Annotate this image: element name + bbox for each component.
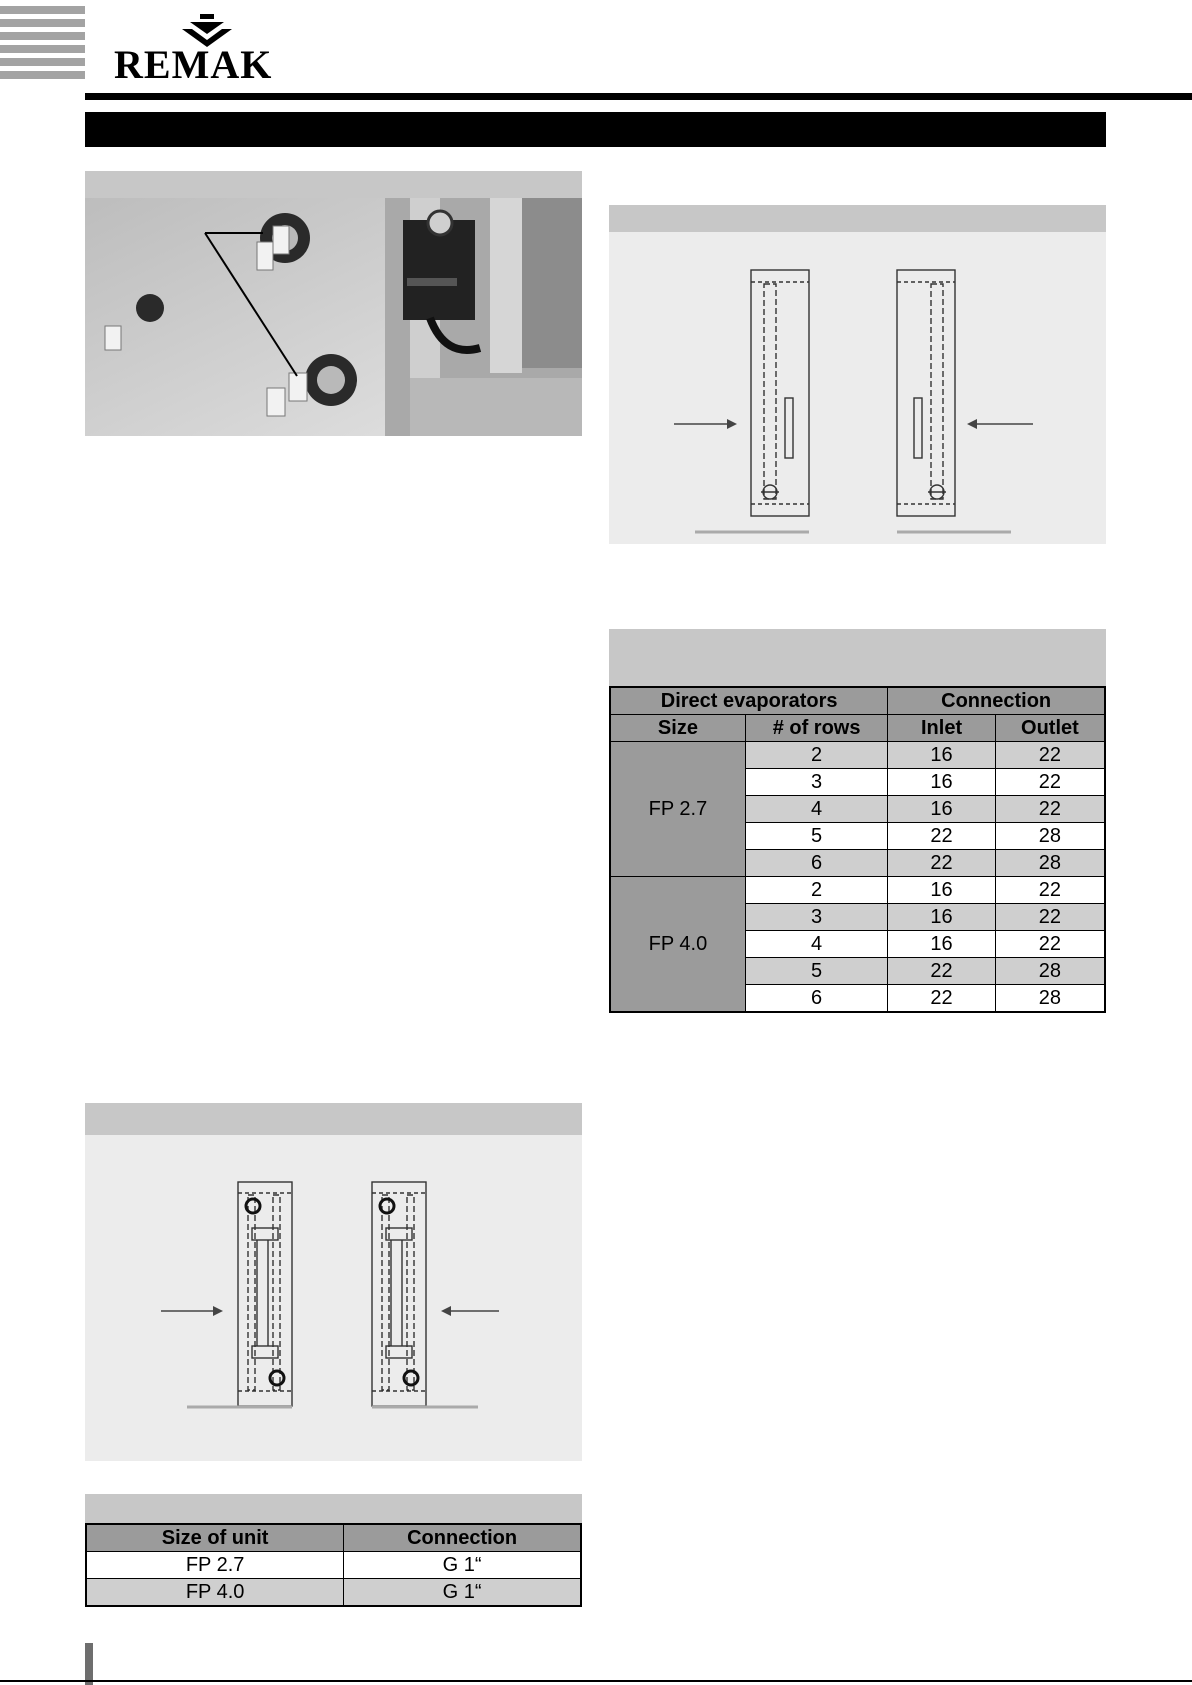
table-row (610, 877, 1105, 904)
water-coil-diagram-panel (85, 1135, 582, 1461)
evaporator-diagram-panel (609, 232, 1106, 544)
section-title-bar (85, 112, 1106, 147)
header-outlet: Outlet (995, 715, 1105, 742)
connection-cell: G 1“ (344, 1552, 581, 1579)
header-connection: Connection (888, 687, 1105, 715)
evaporator-table-caption (609, 629, 1106, 686)
evaporator-orientation-diagram (609, 232, 1106, 544)
outlet-cell: 22 (995, 769, 1105, 796)
svg-text:REMAK: REMAK (114, 42, 273, 82)
rows-cell: 6 (745, 985, 887, 1013)
footer-bar (85, 1643, 93, 1685)
footer-rule (0, 1680, 1192, 1682)
outlet-cell: 28 (995, 823, 1105, 850)
size-cell: FP 2.7 (86, 1552, 344, 1579)
water-table-caption (85, 1494, 582, 1523)
size-cell: FP 4.0 (610, 877, 745, 1013)
table-row (86, 1579, 581, 1607)
water-coil-diagram-header (85, 1103, 582, 1135)
evaporator-connection-table (609, 686, 1106, 1013)
inlet-cell: 16 (888, 742, 996, 769)
evaporator-diagram-header (609, 205, 1106, 232)
header-rule (85, 93, 1192, 100)
size-cell: FP 4.0 (86, 1579, 344, 1607)
header-direct-evaporators: Direct evaporators (610, 687, 888, 715)
outlet-cell: 28 (995, 985, 1105, 1013)
inlet-cell: 16 (888, 877, 996, 904)
header-size-of-unit: Size of unit (86, 1524, 344, 1552)
rows-cell: 2 (745, 742, 887, 769)
rows-cell: 6 (745, 850, 887, 877)
rows-cell: 3 (745, 769, 887, 796)
inlet-cell: 22 (888, 850, 996, 877)
connection-cell: G 1“ (344, 1579, 581, 1607)
rows-cell: 5 (745, 823, 887, 850)
photo-panel-header (85, 171, 582, 198)
rows-cell: 4 (745, 931, 887, 958)
size-cell: FP 2.7 (610, 742, 745, 877)
inlet-cell: 16 (888, 796, 996, 823)
water-coil-orientation-diagram (85, 1135, 582, 1461)
remak-logo (112, 14, 308, 82)
outlet-cell: 28 (995, 958, 1105, 985)
header-connection: Connection (344, 1524, 581, 1552)
table-row (610, 742, 1105, 769)
outlet-cell: 22 (995, 931, 1105, 958)
table-row (86, 1552, 581, 1579)
header-rows: # of rows (745, 715, 887, 742)
outlet-cell: 28 (995, 850, 1105, 877)
outlet-cell: 22 (995, 877, 1105, 904)
outlet-cell: 22 (995, 904, 1105, 931)
header-size: Size (610, 715, 745, 742)
rows-cell: 4 (745, 796, 887, 823)
inlet-cell: 16 (888, 904, 996, 931)
coil-connection-photo (85, 198, 582, 436)
inlet-cell: 16 (888, 769, 996, 796)
outlet-cell: 22 (995, 796, 1105, 823)
outlet-cell: 22 (995, 742, 1105, 769)
inlet-cell: 16 (888, 931, 996, 958)
rows-cell: 3 (745, 904, 887, 931)
water-connection-table (85, 1523, 582, 1607)
header-stripes (0, 6, 85, 84)
inlet-cell: 22 (888, 985, 996, 1013)
inlet-cell: 22 (888, 958, 996, 985)
rows-cell: 5 (745, 958, 887, 985)
header-inlet: Inlet (888, 715, 996, 742)
rows-cell: 2 (745, 877, 887, 904)
inlet-cell: 22 (888, 823, 996, 850)
